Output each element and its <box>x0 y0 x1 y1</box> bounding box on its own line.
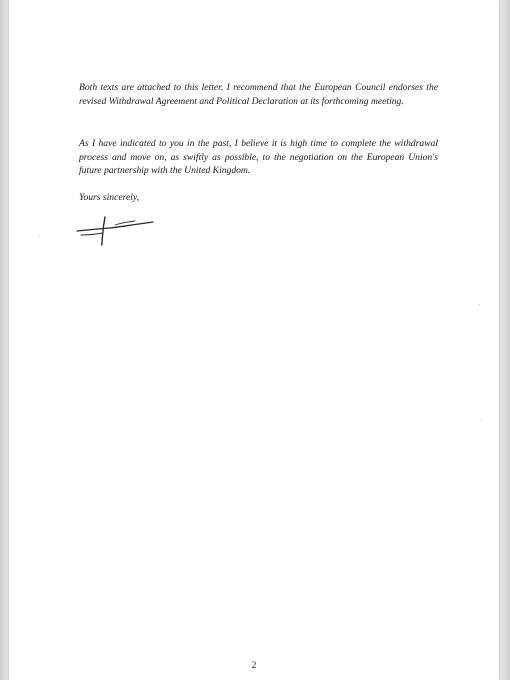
paragraph-attachment: Both texts are attached to this letter. I recommend that the European Council endorses the revised Withdrawal Agreement and Political Declaration at its forthcoming meeting. <box>79 82 438 107</box>
page-edge-left <box>0 0 9 680</box>
page-number: 2 <box>251 661 257 671</box>
scan-speck <box>39 236 40 237</box>
closing-salutation: Yours sincerely, <box>79 192 140 203</box>
signature-icon <box>75 212 155 246</box>
scan-speck <box>479 304 480 305</box>
letter-page <box>9 0 499 680</box>
scan-speck <box>481 420 482 421</box>
page-edge-right <box>499 0 510 680</box>
paragraph-withdrawal: As I have indicated to you in the past, I believe it is high time to complete the withdrawal process and move on, as swiftly as possible, to the negotiation on the European Union's future partnership with the United Kingdom. <box>79 138 438 177</box>
